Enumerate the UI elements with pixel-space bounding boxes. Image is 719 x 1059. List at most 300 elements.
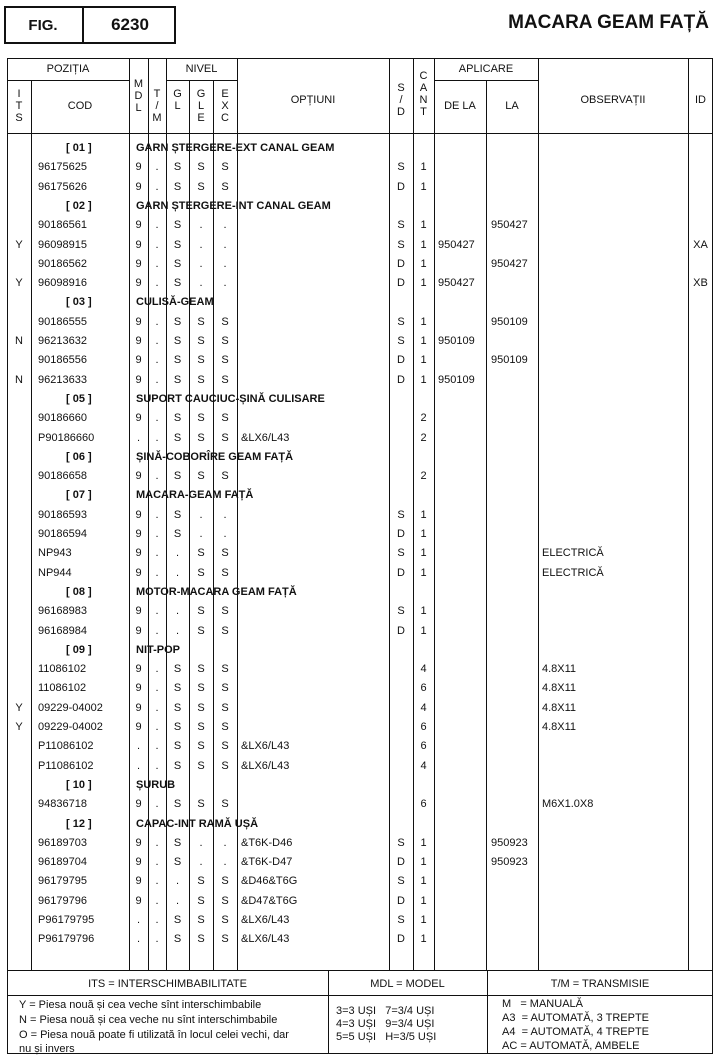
row-gle: S [197, 432, 205, 444]
legend-mdl-line: 5=5 UȘI H=3/5 UȘI [336, 1031, 437, 1043]
group-name: CAPAC-INT RAMĂ UȘĂ [136, 818, 259, 830]
row-mdl: 9 [135, 181, 142, 193]
row-gl: S [173, 760, 182, 772]
row-sd: D [397, 856, 405, 868]
row-mdl: 9 [135, 219, 142, 231]
row-exc: S [221, 663, 229, 675]
row-exc: S [221, 625, 229, 637]
row-tm: . [155, 528, 159, 540]
row-exc: . [223, 277, 227, 289]
legend-its-o-cont: nu și invers [19, 1043, 75, 1055]
row-la: 950923 [491, 856, 528, 868]
row-tm: . [155, 721, 159, 733]
row-gle: S [197, 625, 205, 637]
row-mdl: 9 [135, 895, 142, 907]
row-gle: S [197, 161, 205, 173]
row-tm: . [155, 625, 159, 637]
row-cant: 1 [420, 374, 427, 386]
row-gl: S [173, 509, 182, 521]
row-gle: . [199, 509, 203, 521]
row-gl: S [173, 181, 182, 193]
row-mdl: 9 [135, 625, 142, 637]
row-gle: S [197, 914, 205, 926]
row-sd: D [397, 374, 405, 386]
row-gle: . [199, 258, 203, 270]
legend-its-y: Y = Piesa nouă și cea veche sînt interschimbabile [19, 999, 262, 1011]
row-cant: 6 [420, 682, 427, 694]
row-its: Y [15, 277, 23, 289]
row-tm: . [155, 354, 159, 366]
row-exc: S [221, 181, 229, 193]
row-cant: 2 [420, 412, 427, 424]
row-gl: S [173, 702, 182, 714]
row-sd: D [397, 933, 405, 945]
row-mdl: 9 [135, 567, 142, 579]
row-sd: S [397, 316, 405, 328]
row-exc: S [221, 335, 229, 347]
row-mdl: 9 [135, 277, 142, 289]
row-cod: 09229-04002 [38, 702, 103, 714]
group-name: MACARA-GEAM FAȚĂ [136, 489, 254, 501]
row-gle: S [197, 567, 205, 579]
row-cod: P11086102 [38, 760, 94, 772]
row-mdl: 9 [135, 528, 142, 540]
row-cant: 1 [420, 933, 427, 945]
row-exc: S [221, 412, 229, 424]
row-mdl: 9 [135, 412, 142, 424]
row-cod: 96213632 [38, 335, 87, 347]
row-sd: S [397, 335, 405, 347]
row-exc: S [221, 682, 229, 694]
row-gle: . [199, 219, 203, 231]
row-cod: 96098915 [38, 239, 87, 251]
row-exc: S [221, 914, 229, 926]
row-cod: NP944 [38, 567, 72, 579]
row-gl: S [173, 856, 182, 868]
row-cant: 4 [420, 760, 427, 772]
row-cant: 1 [420, 528, 427, 540]
row-its: N [15, 335, 23, 347]
row-mdl: 9 [135, 509, 142, 521]
page-title: MACARA GEAM FAȚĂ [508, 12, 709, 33]
row-mdl: . [136, 740, 141, 752]
row-sd: S [397, 219, 405, 231]
row-cod: 90186555 [38, 316, 87, 328]
row-opt: &D46&T6G [241, 875, 298, 887]
row-cant: 1 [420, 509, 427, 521]
row-mdl: . [136, 432, 141, 444]
row-tm: . [155, 316, 159, 328]
row-exc: . [223, 856, 227, 868]
row-cod: 09229-04002 [38, 721, 103, 733]
row-gle: . [199, 856, 203, 868]
row-cod: 90186594 [38, 528, 87, 540]
header-gle: G L E [196, 88, 206, 124]
row-gle: S [197, 316, 205, 328]
row-mdl: . [136, 933, 141, 945]
row-tm: . [155, 258, 159, 270]
row-exc: S [221, 760, 229, 772]
row-sd: S [397, 239, 405, 251]
row-tm: . [155, 837, 159, 849]
row-gle: S [197, 798, 205, 810]
legend-mdl-line: 3=3 UȘI 7=3/4 UȘI [336, 1005, 435, 1017]
row-cod: 96179796 [38, 895, 87, 907]
row-gl: S [173, 663, 182, 675]
group-number: [ 03 ] [66, 296, 92, 308]
row-opt: &LX6/L43 [241, 740, 290, 752]
row-cant: 6 [420, 721, 427, 733]
row-cod: 96213633 [38, 374, 87, 386]
row-cant: 1 [420, 856, 427, 868]
legend-mdl-line: 4=3 UȘI 9=3/4 UȘI [336, 1018, 435, 1030]
row-cant: 1 [420, 914, 427, 926]
row-tm: . [155, 682, 159, 694]
group-number: [ 12 ] [66, 818, 92, 830]
row-mdl: 9 [135, 239, 142, 251]
row-opt: &LX6/L43 [241, 914, 290, 926]
row-exc: . [223, 509, 227, 521]
row-cod: 96175626 [38, 181, 87, 193]
row-gle: . [199, 837, 203, 849]
row-gle: S [197, 547, 205, 559]
row-tm: . [155, 412, 159, 424]
row-exc: S [221, 470, 229, 482]
row-la: 950109 [491, 354, 528, 366]
row-exc: S [221, 432, 229, 444]
row-gl: . [175, 547, 180, 559]
group-number: [ 08 ] [66, 586, 92, 598]
row-gle: S [197, 760, 205, 772]
row-exc: S [221, 895, 229, 907]
row-tm: . [155, 702, 159, 714]
row-gl: S [173, 470, 182, 482]
row-cod: 90186593 [38, 509, 87, 521]
row-tm: . [155, 547, 159, 559]
row-cant: 1 [420, 837, 427, 849]
row-mdl: 9 [135, 547, 142, 559]
row-cod: 90186556 [38, 354, 87, 366]
header-cod: COD [67, 100, 93, 112]
row-cant: 6 [420, 740, 427, 752]
row-mdl: 9 [135, 837, 142, 849]
legend-tm-line: AC = AUTOMATĂ, AMBELE [502, 1040, 640, 1052]
row-its: Y [15, 702, 23, 714]
row-sd: S [397, 837, 405, 849]
row-sd: S [397, 161, 405, 173]
row-exc: S [221, 161, 229, 173]
row-cod: 90186658 [38, 470, 87, 482]
row-mdl: . [136, 914, 141, 926]
row-gl: . [175, 625, 180, 637]
row-tm: . [155, 605, 159, 617]
group-number: [ 09 ] [66, 644, 92, 656]
legend-its-o: O = Piesa nouă poate fi utilizată în locul celei vechi, dar [19, 1029, 289, 1041]
row-tm: . [155, 856, 159, 868]
row-cod: 96168983 [38, 605, 87, 617]
row-exc: . [223, 239, 227, 251]
row-gle: S [197, 470, 205, 482]
row-cant: 6 [420, 798, 427, 810]
legend-its-n: N = Piesa nouă și cea veche nu sînt interschimbabile [19, 1014, 278, 1026]
row-gle: S [197, 374, 205, 386]
row-gle: S [197, 702, 205, 714]
group-name: ȘURUB [136, 779, 176, 791]
row-exc: S [221, 702, 229, 714]
row-exc: S [221, 798, 229, 810]
row-gl: S [173, 161, 182, 173]
row-obs: ELECTRICĂ [542, 567, 604, 579]
row-tm: . [155, 181, 159, 193]
row-gl: S [173, 277, 182, 289]
row-tm: . [155, 663, 159, 675]
row-exc: . [223, 219, 227, 231]
row-cant: 1 [420, 354, 427, 366]
row-sd: D [397, 181, 405, 193]
row-gl: . [175, 605, 180, 617]
row-gle: . [199, 528, 203, 540]
row-mdl: 9 [135, 258, 142, 270]
header-gl: G L [173, 88, 182, 112]
row-cod: 96189703 [38, 837, 87, 849]
row-obs: M6X1.0X8 [542, 798, 594, 810]
row-tm: . [155, 335, 159, 347]
row-cod: 96179795 [38, 875, 87, 887]
row-gl: . [175, 567, 180, 579]
header-de-la: DE LA [444, 100, 476, 112]
header-pozitia: POZIȚIA [46, 63, 90, 75]
row-tm: . [155, 760, 159, 772]
group-number: [ 02 ] [66, 200, 92, 212]
row-mdl: 9 [135, 470, 142, 482]
row-gl: S [173, 740, 182, 752]
row-sd: S [397, 509, 405, 521]
row-cod: P11086102 [38, 740, 94, 752]
group-name: GARN ȘTERGERE-INT CANAL GEAM [136, 200, 331, 212]
row-tm: . [155, 470, 159, 482]
header-optiuni: OPȚIUNI [290, 94, 336, 106]
row-sd: S [397, 875, 405, 887]
row-gle: S [197, 721, 205, 733]
row-sd: D [397, 625, 405, 637]
row-sd: D [397, 567, 405, 579]
row-gl: . [175, 895, 180, 907]
row-exc: . [223, 837, 227, 849]
row-la: 950427 [491, 258, 528, 270]
header-aplicare: APLICARE [458, 63, 514, 75]
row-gle: S [197, 740, 205, 752]
row-gl: . [175, 875, 180, 887]
row-exc: S [221, 933, 229, 945]
row-mdl: 9 [135, 682, 142, 694]
row-cant: 4 [420, 702, 427, 714]
row-mdl: 9 [135, 702, 142, 714]
group-number: [ 10 ] [66, 779, 92, 791]
row-id: XA [693, 239, 708, 251]
row-cant: 1 [420, 161, 427, 173]
group-number: [ 05 ] [66, 393, 92, 405]
row-cod: 96189704 [38, 856, 87, 868]
row-cant: 1 [420, 277, 427, 289]
row-gl: S [173, 721, 182, 733]
row-cod: 94836718 [38, 798, 87, 810]
row-tm: . [155, 567, 159, 579]
row-gl: S [173, 219, 182, 231]
row-cant: 1 [420, 335, 427, 347]
row-gl: S [173, 528, 182, 540]
row-mdl: 9 [135, 663, 142, 675]
row-cod: 96168984 [38, 625, 87, 637]
row-mdl: 9 [135, 605, 142, 617]
row-gl: S [173, 432, 182, 444]
row-dela: 950109 [438, 374, 475, 386]
legend-tm-title: T/M = TRANSMISIE [550, 978, 650, 990]
header-sd: S / D [397, 82, 405, 118]
row-cant: 1 [420, 239, 427, 251]
row-mdl: 9 [135, 316, 142, 328]
row-cod: P96179796 [38, 933, 95, 945]
row-tm: . [155, 933, 159, 945]
row-gle: S [197, 605, 205, 617]
row-cod: 90186660 [38, 412, 87, 424]
row-la: 950923 [491, 837, 528, 849]
row-sd: D [397, 528, 405, 540]
legend-tm-line: M = MANUALĂ [502, 998, 583, 1010]
row-gle: S [197, 181, 205, 193]
row-exc: S [221, 547, 229, 559]
legend-tm-line: A3 = AUTOMATĂ, 3 TREPTE [502, 1012, 650, 1024]
row-exc: S [221, 605, 229, 617]
row-sd: S [397, 914, 405, 926]
row-mdl: 9 [135, 374, 142, 386]
row-tm: . [155, 914, 159, 926]
header-nivel: NIVEL [185, 63, 218, 75]
row-mdl: 9 [135, 856, 142, 868]
row-cod: 11086102 [38, 682, 87, 694]
group-name: CULISĂ-GEAM [136, 296, 214, 308]
parts-table-frame [7, 58, 713, 1054]
row-gl: S [173, 837, 182, 849]
row-tm: . [155, 509, 159, 521]
row-sd: S [397, 605, 405, 617]
row-gl: S [173, 412, 182, 424]
row-sd: D [397, 895, 405, 907]
row-opt: &LX6/L43 [241, 933, 290, 945]
row-gl: S [173, 316, 182, 328]
row-opt: &T6K-D47 [241, 856, 293, 868]
row-gle: S [197, 875, 205, 887]
row-gl: S [173, 933, 182, 945]
row-tm: . [155, 740, 159, 752]
row-tm: . [155, 798, 159, 810]
row-gle: S [197, 354, 205, 366]
legend-its-title: ITS = INTERSCHIMBABILITATE [88, 978, 247, 990]
group-name: ȘINĂ-COBORÎRE GEAM FAȚĂ [136, 451, 294, 463]
row-cant: 1 [420, 625, 427, 637]
group-number: [ 07 ] [66, 489, 92, 501]
row-exc: S [221, 354, 229, 366]
header-tm: T / M [152, 88, 162, 124]
row-mdl: 9 [135, 161, 142, 173]
row-gl: S [173, 914, 182, 926]
row-cant: 1 [420, 258, 427, 270]
row-gl: S [173, 239, 182, 251]
row-tm: . [155, 161, 159, 173]
row-tm: . [155, 374, 159, 386]
row-sd: D [397, 258, 405, 270]
row-cant: 1 [420, 895, 427, 907]
row-id: XB [693, 277, 708, 289]
header-mdl: M D L [133, 78, 144, 114]
row-mdl: 9 [135, 335, 142, 347]
row-gl: S [173, 374, 182, 386]
row-tm: . [155, 219, 159, 231]
row-exc: S [221, 740, 229, 752]
row-cant: 4 [420, 663, 427, 675]
row-sd: D [397, 354, 405, 366]
row-gle: S [197, 663, 205, 675]
group-number: [ 01 ] [66, 142, 92, 154]
header-exc: E X C [221, 88, 229, 124]
row-cant: 1 [420, 567, 427, 579]
row-sd: S [397, 547, 405, 559]
row-cod: 90186561 [38, 219, 87, 231]
row-exc: S [221, 721, 229, 733]
figure-number: 6230 [111, 15, 149, 34]
row-exc: . [223, 528, 227, 540]
row-cant: 1 [420, 316, 427, 328]
row-obs: 4.8X11 [542, 663, 577, 675]
row-exc: S [221, 567, 229, 579]
row-la: 950427 [491, 219, 528, 231]
row-cod: 90186562 [38, 258, 87, 270]
row-tm: . [155, 239, 159, 251]
row-dela: 950109 [438, 335, 475, 347]
row-cod: 96175625 [38, 161, 87, 173]
group-name: NIT-POP [136, 644, 181, 656]
row-cod: 96098916 [38, 277, 87, 289]
row-tm: . [155, 875, 159, 887]
row-gle: S [197, 895, 205, 907]
row-cod: NP943 [38, 547, 72, 559]
row-opt: &LX6/L43 [241, 760, 290, 772]
row-cant: 1 [420, 181, 427, 193]
row-tm: . [155, 895, 159, 907]
row-cod: P90186660 [38, 432, 95, 444]
row-gl: S [173, 682, 182, 694]
legend-mdl-title: MDL = MODEL [370, 978, 445, 990]
row-gl: S [173, 798, 182, 810]
row-cod: 11086102 [38, 663, 87, 675]
row-its: N [15, 374, 23, 386]
row-its: Y [15, 721, 23, 733]
row-gle: S [197, 412, 205, 424]
row-cant: 1 [420, 875, 427, 887]
row-cant: 1 [420, 219, 427, 231]
header-id: ID [695, 94, 706, 106]
row-la: 950109 [491, 316, 528, 328]
row-cod: P96179795 [38, 914, 95, 926]
row-obs: 4.8X11 [542, 702, 577, 714]
row-gl: S [173, 335, 182, 347]
row-its: Y [15, 239, 23, 251]
row-gle: . [199, 239, 203, 251]
header-cant: C A N T [419, 70, 428, 118]
row-dela: 950427 [438, 239, 475, 251]
group-name: GARN ȘTERGERE-EXT CANAL GEAM [136, 142, 335, 154]
row-exc: . [223, 258, 227, 270]
row-mdl: . [136, 760, 141, 772]
